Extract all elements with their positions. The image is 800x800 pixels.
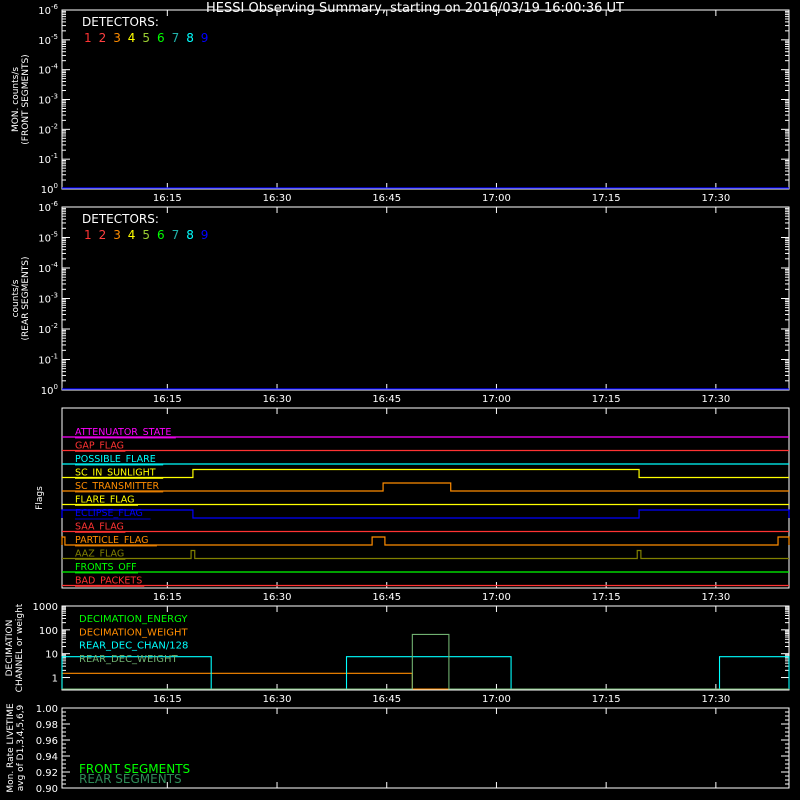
livetime-legend-rear-segments: REAR SEGMENTS [79,772,182,786]
flag-label-possible_flare: POSSIBLE_FLARE [75,454,156,465]
rear-detector-5: 5 [142,228,151,242]
flags-ylabel: Flags [35,486,45,510]
decimation-ytick-label: 1000 [32,602,58,613]
flag-label-bad_packets: BAD_PACKETS [75,575,143,587]
rear-ytick-label: $10^{-6}$ [38,200,58,214]
flags-xtick-label: 16:15 [152,592,182,603]
front-ytick-label: $10^{-3}$ [38,92,58,107]
flags-xtick-label: 17:00 [482,592,511,603]
rear-detector-9: 9 [200,228,209,242]
front-xtick-label: 17:30 [701,193,731,204]
front-detector-4: 4 [127,31,136,45]
front-detector-2: 2 [98,31,107,45]
flags-xtick-label: 17:15 [591,592,621,603]
livetime-ytick-label: 0.96 [35,736,58,747]
flags-xtick-label: 17:30 [701,592,731,603]
rear-detector-4: 4 [127,228,136,242]
rear-detector-1: 1 [84,228,92,242]
decimation-ylabel: DECIMATION [5,619,15,677]
livetime-ytick-label: 0.94 [35,752,58,763]
decimation-xtick-label: 17:00 [482,694,511,705]
front-ylabel: (FRONT SEGMENTS) [21,54,31,145]
decimation-ytick-label: 100 [38,625,58,637]
flag-label-gap_flag: GAP_FLAG [75,440,125,452]
flag-trace-sc_in_sunlight [62,467,789,479]
rear-detector-2: 2 [98,228,107,242]
decimation-legend-rear_dec_weight: REAR_DEC_WEIGHT [79,653,178,665]
flag-label-saa_flag: SAA_FLAG [75,521,124,533]
front-xtick-label: 16:30 [262,193,292,204]
decimation-ylabel: CHANNEL or weight [15,603,25,693]
livetime-ytick-label: 1.00 [35,704,58,715]
livetime-ytick-label: 0.90 [35,784,58,795]
decimation-ytick-label: 1 [51,673,58,685]
front-detector-9: 9 [200,31,209,45]
rear-detector-6: 6 [157,228,165,242]
livetime-legend-front-segments: FRONT SEGMENTS [79,762,191,776]
front-ytick-label: $10^{-5}$ [38,32,58,47]
front-detector-3: 3 [113,31,121,45]
rear-ylabel: counts/s [11,279,21,318]
rear-detector-3: 3 [113,228,121,242]
front-ytick-label: $10^{-4}$ [38,62,58,77]
flags-xtick-label: 16:30 [262,592,292,603]
chart-title: HESSI Observing Summary, starting on 2016/03/19 16:00:36 UT [206,1,624,16]
flag-label-eclipse_flag: ECLIPSE_FLAG [75,508,143,519]
livetime-ylabel: Mon. Rate LIVETIME [6,703,16,793]
front-detector-7: 7 [171,31,180,45]
rear-ytick-label: $10^{-4}$ [38,261,58,275]
rear-legend-title: DETECTORS: [82,212,159,226]
decimation-ytick-label: 10 [45,649,58,661]
rear-detector-8: 8 [186,228,194,242]
flags-xtick-label: 16:45 [372,592,402,603]
decimation-legend-rear_dec_chan/128: REAR_DEC_CHAN/128 [79,640,189,652]
livetime-ytick-label: 0.92 [35,768,58,779]
rear-ytick-label: $10^0$ [40,383,58,397]
rear-xtick-label: 17:00 [482,394,511,405]
front-legend-title: DETECTORS: [82,15,159,29]
front-xtick-label: 17:15 [591,193,621,204]
front-ytick-label: $10^{-6}$ [38,3,58,17]
rear-xtick-label: 16:15 [152,394,182,405]
rear-ytick-label: $10^{-5}$ [38,230,58,245]
rear-ytick-label: $10^{-1}$ [38,352,58,367]
flag-label-sc_transmitter: SC_TRANSMITTER [75,481,160,492]
front-xtick-label: 16:45 [372,193,402,204]
front-xtick-label: 16:15 [152,193,182,204]
flag-label-attenuator_state: ATTENUATOR_STATE [75,427,172,438]
decimation-xtick-label: 16:45 [372,694,402,705]
front-xtick-label: 17:00 [482,193,511,204]
flag-trace-aaz_flag [62,548,789,560]
decimation-trace-decimation_weight [62,673,789,689]
rear-detector-7: 7 [171,228,180,242]
flag-trace-eclipse_flag [62,510,789,518]
front-detector-6: 6 [157,31,165,45]
rear-ytick-label: $10^{-2}$ [38,322,58,336]
rear-ylabel: (REAR SEGMENTS) [21,256,31,341]
decimation-legend-decimation_energy: DECIMATION_ENERGY [79,614,188,625]
decimation-legend-decimation_weight: DECIMATION_WEIGHT [79,627,188,639]
decimation-xtick-label: 17:15 [591,694,621,705]
front-ytick-label: $10^0$ [40,182,58,196]
decimation-xtick-label: 16:15 [152,694,182,705]
livetime-ytick-label: 0.98 [35,720,58,731]
rear-ytick-label: $10^{-3}$ [38,291,58,306]
rear-xtick-label: 16:45 [372,394,402,405]
livetime-ylabel: avg of D1,3,4,5,6,9 [16,704,26,792]
flag-label-sc_in_sunlight: SC_IN_SUNLIGHT [75,467,156,479]
rear-xtick-label: 17:15 [591,394,621,405]
flag-label-fronts_off: FRONTS_OFF [75,562,137,573]
decimation-xtick-label: 16:30 [262,694,292,705]
flag-label-flare_flag: FLARE_FLAG [75,494,135,506]
rear-xtick-label: 16:30 [262,394,292,405]
front-ytick-label: $10^{-1}$ [38,152,58,167]
rear-xtick-label: 17:30 [701,394,731,405]
front-detector-1: 1 [84,31,92,45]
front-ytick-label: $10^{-2}$ [38,122,58,137]
decimation-xtick-label: 17:30 [701,694,731,705]
flag-trace-sc_transmitter [62,483,789,491]
panels [5,3,789,795]
front-ylabel: MON. counts/s [11,66,21,133]
flag-label-aaz_flag: AAZ_FLAG [75,548,125,560]
front-detector-8: 8 [186,31,194,45]
flag-label-particle_flag: PARTICLE_FLAG [75,535,149,546]
flag-trace-particle_flag [62,537,789,545]
front-detector-5: 5 [142,31,151,45]
